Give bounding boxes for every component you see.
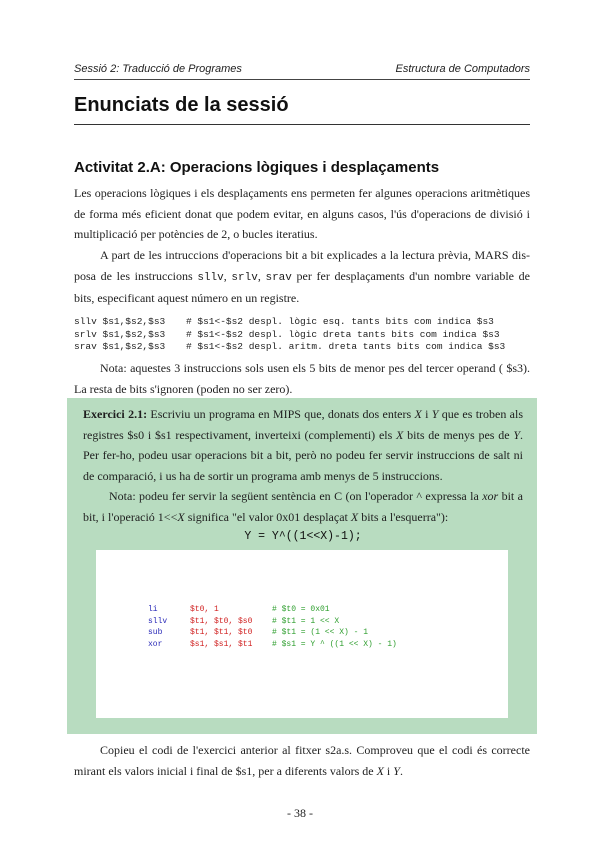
var-y: Y: [431, 407, 439, 421]
final-text: .: [399, 763, 403, 778]
title-rule: [74, 124, 530, 125]
asm-comment: # $t1 = (1 << X) - 1: [272, 628, 369, 637]
exercise-text: i: [421, 407, 432, 421]
shift-code-listing: [74, 316, 530, 354]
header-rule: [74, 79, 530, 80]
note-paragraph: Nota: aquestes 3 instruccions sols usen els 5 bits de menor pes del tercer operand ( $s3). La resta de bits s'ignoren (poden no ser zero).: [74, 361, 530, 396]
p2-sep-2: ,: [257, 268, 266, 283]
header-session-title: Sessió 2: Traducció de Programes: [74, 63, 242, 75]
note-text: Nota: podeu fer servir la següent sentència en C (on l'operador ^ expressa la: [109, 489, 483, 503]
var-x: X: [396, 427, 404, 442]
exercise-text: . Per fer-ho, podeu usar operacions bit a bit, però no podeu fer servir instruccions de salt ni de comparació, i us ha de sortir un programa amb menys de 5 instruccions.: [83, 427, 523, 483]
exercise-note: [83, 486, 523, 527]
code-line: [74, 329, 530, 342]
asm-comment: # $s1 = Y ^ ((1 << X) - 1): [272, 639, 397, 649]
asm-comment: # $t1 = 1 << X: [272, 616, 340, 626]
final-paragraph: [74, 740, 530, 781]
exercise-text: Escriviu un programa en MIPS que, donats dos enters: [147, 407, 415, 421]
final-text: Copieu el codi de l'exercici anterior al fitxer s2a.s. Comproveu que el codi és correcte mirant els valors inicial i final de $s1, per a diferents valors de: [74, 743, 530, 778]
exercise-text: que es troben als registres $s0 i $s1 respectivament, inverteixi (complementi) els: [83, 407, 523, 442]
note-text: bit a bit, i l'operació 1<<: [83, 489, 523, 524]
asm-opcode: sllv: [148, 616, 168, 626]
asm-opcode: li: [148, 605, 158, 614]
asm-comment: # $t0 = 0x01: [272, 605, 330, 614]
code-comment: # $s1<-$s2 despl. lògic esq. tants bits com indica $s3: [186, 316, 494, 327]
code-comment: # $s1<-$s2 despl. aritm. dreta tants bits com indica $s3: [186, 341, 506, 352]
var-x: X: [376, 763, 384, 778]
var-x: X: [350, 509, 359, 524]
var-y: Y: [393, 763, 400, 778]
code-instruction: sllv $s1,$s2,$s3: [74, 316, 166, 327]
header-course-title: Estructura de Computadors: [395, 63, 530, 75]
code-comment: # $s1<-$s2 despl. lògic dreta tants bits com indica $s3: [186, 328, 500, 340]
asm-operands: $s1, $s1, $t1: [190, 639, 253, 649]
page-number: - 38 -: [287, 806, 313, 820]
p2-text-a: A part de les intruccions d'operacions bit a bit explicades a la lectura prèvia, MARS dis-posa de les instruccions: [74, 248, 530, 283]
code-instruction: srav $s1,$s2,$s3: [74, 341, 166, 352]
var-x: X: [177, 509, 185, 524]
var-y: Y: [513, 427, 520, 442]
code-instruction: srlv $s1,$s2,$s3: [74, 328, 166, 340]
asm-operands: $t0, 1: [190, 605, 219, 614]
exercise-text: bits de menys pes de: [403, 427, 514, 442]
asm-operands: $t1, $t1, $t0: [190, 628, 253, 637]
xor-term: xor: [482, 489, 499, 503]
page-title: Enunciats de la sessió: [74, 94, 289, 116]
c-formula: Y = Y^((1<<X)-1);: [244, 530, 362, 543]
instr-sllv: sllv: [197, 271, 224, 284]
p2-text-b: per fer desplaçaments d'un nombre variable de bits, especificant aquest número en un registre.: [74, 268, 530, 305]
note-text: bits a l'esquerra"):: [358, 509, 449, 524]
var-x: X: [414, 407, 422, 421]
asm-opcode: sub: [148, 628, 163, 637]
asm-opcode: xor: [148, 639, 163, 649]
final-text: i: [383, 763, 394, 778]
intro-paragraph: Les operacions lògiques i els desplaçaments ens permeten fer algunes operacions aritmètiques de forma més eficient donat que podem evitar, en alguns casos, l'ús d'operacions de divisió i multiplicació per potències de 2, o bucles iteratius.: [74, 186, 530, 241]
solution-code-panel: [96, 550, 508, 718]
section-heading: Activitat 2.A: Operacions lògiques i desplaçaments: [74, 159, 440, 176]
note-text: significa "el valor 0x01 desplaçat: [184, 509, 351, 524]
exercise-label: Exercici 2.1:: [83, 407, 148, 421]
p2-sep-1: ,: [223, 268, 232, 283]
exercise-statement: [83, 404, 523, 486]
instr-srav: srav: [265, 271, 292, 284]
asm-operands: $t1, $t0, $s0: [190, 616, 253, 626]
instr-srlv: srlv: [231, 271, 258, 284]
code-line: [74, 341, 530, 354]
code-line: [74, 316, 530, 329]
instructions-paragraph: [74, 245, 530, 309]
